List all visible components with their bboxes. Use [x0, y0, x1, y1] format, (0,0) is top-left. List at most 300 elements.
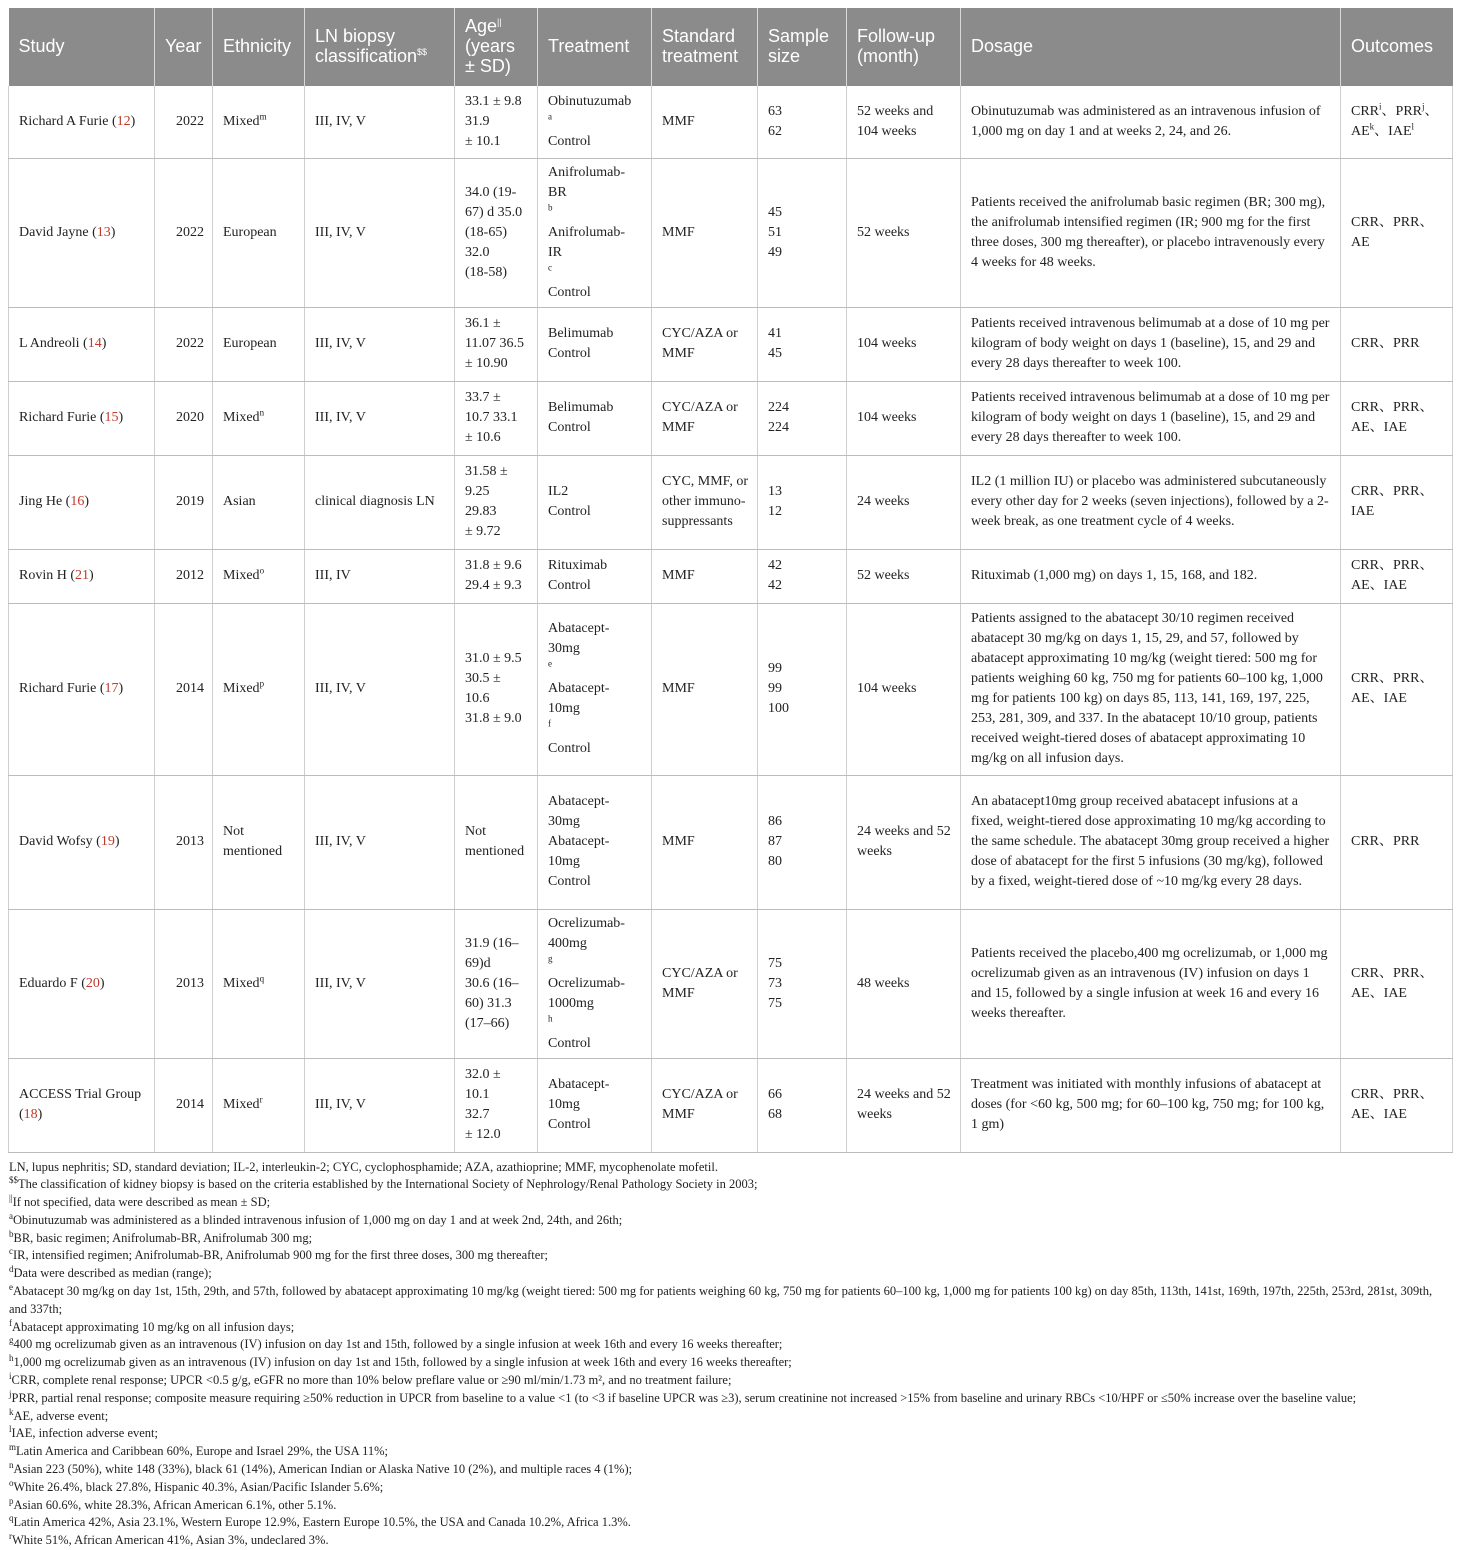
age-line: mentioned — [465, 842, 529, 862]
age-line: ± 10.90 — [465, 354, 529, 374]
cell-followup: 24 weeks and 52 weeks — [847, 775, 961, 909]
sample-line: 12 — [768, 502, 838, 522]
cell-year: 2013 — [155, 775, 213, 909]
outcome-text: AE、IAE — [1351, 578, 1407, 593]
treatment-text: IR — [548, 243, 643, 263]
table-row — [9, 307, 1453, 381]
footnote — [9, 1230, 1452, 1248]
treatment-line — [548, 934, 643, 974]
study-ref: 21 — [75, 568, 89, 583]
age-line: 32.7 — [465, 1105, 529, 1125]
cell-standard: MMF — [652, 86, 758, 158]
header-outcomes: Outcomes — [1341, 8, 1453, 86]
cell-ethnicity — [213, 909, 305, 1058]
outcome-text: PRR、IAE — [1351, 484, 1433, 519]
cell-study: David Jayne (13) — [9, 158, 155, 307]
header-age-label: Age — [465, 16, 497, 36]
outcome-text: AE、IAE — [1351, 420, 1407, 435]
cell-age — [455, 775, 538, 909]
sample-line: 86 — [768, 812, 838, 832]
footnote-marker: c — [9, 1246, 13, 1256]
study-ref: 19 — [101, 834, 115, 849]
age-line: 34.0 (19- — [465, 183, 529, 203]
cell-study: L Andreoli (14) — [9, 307, 155, 381]
cell-ethnicity — [213, 455, 305, 549]
study-ref: 17 — [105, 681, 119, 696]
footnote-marker: $$ — [9, 1175, 18, 1185]
treatment-text: Control — [548, 283, 643, 303]
study-name: Rovin H — [19, 568, 67, 583]
sample-line: 80 — [768, 852, 838, 872]
footnote-marker: n — [9, 1460, 14, 1470]
cell-year: 2019 — [155, 455, 213, 549]
footnote-text: LN, lupus nephritis; SD, standard deviation; IL-2, interleukin-2; CYC, cyclophosphamide; AZA, azathioprine; MMF, mycophenolate mofetil. — [9, 1160, 718, 1174]
footnote-marker: k — [9, 1407, 14, 1417]
ethnicity-text: Mixed — [223, 1097, 260, 1112]
cell-standard: CYC/AZA or MMF — [652, 909, 758, 1058]
treatment-line — [548, 1115, 643, 1135]
treatment-text: Ocrelizumab- — [548, 914, 643, 934]
footnote-text: Latin America 42%, Asia 23.1%, Western Europe 12.9%, Eastern Europe 10.5%, the USA and Canada 10.2%, Africa 1.3%. — [14, 1515, 631, 1529]
ethnicity-sup: q — [260, 973, 265, 983]
age-line: 33.1 ± 9.8 — [465, 92, 529, 112]
table-footnotes — [8, 1159, 1452, 1550]
sample-line: 13 — [768, 482, 838, 502]
treatment-sup: c — [548, 262, 552, 272]
cell-age — [455, 381, 538, 455]
footnote — [9, 1212, 1452, 1230]
cell-study: Richard A Furie (12) — [9, 86, 155, 158]
footnote-text: 1,000 mg ocrelizumab given as an intravenous (IV) infusion on day 1st and 15th, followed by a single infusion at week 16th and every 16 weeks thereafter; — [14, 1355, 792, 1369]
cell-biopsy: III, IV, V — [305, 909, 455, 1058]
treatment-text: 10mg — [548, 699, 643, 719]
footnote-marker: o — [9, 1478, 14, 1488]
treatment-line — [548, 679, 643, 699]
cell-treatment — [538, 1058, 652, 1152]
treatment-line — [548, 792, 643, 812]
cell-followup: 24 weeks and 52 weeks — [847, 1058, 961, 1152]
cell-year: 2012 — [155, 549, 213, 603]
treatment-line — [548, 872, 643, 892]
treatment-text: Belimumab — [548, 398, 643, 418]
footnote-text: Abatacept 30 mg/kg on day 1st, 15th, 29th, and 57th, followed by abatacept approximating 10 mg/kg (weight tiered: 500 mg for patients weighing 60 kg, 750 mg for patients 60–100 kg, 1,000 mg for patients 100 kg) on day 85th, 113th, 141st, 169th, 197th, 225th, 253rd, 281st, 309th, and 337th; — [9, 1284, 1432, 1316]
footnote-text: PRR, partial renal response; composite measure requiring ≥50% reduction in UPCR from baseline to a value <1 (to <3 if baseline UPCR was ≥3), serum creatinine not increased >15% from baseline and urinary RBCs <10/HPF or ≤50% increase over the baseline value; — [12, 1391, 1357, 1405]
outcome-text: 、AE — [1351, 104, 1439, 139]
header-dosage: Dosage — [961, 8, 1341, 86]
age-line: 69)d — [465, 954, 529, 974]
cell-standard: MMF — [652, 158, 758, 307]
header-treatment: Treatment — [538, 8, 652, 86]
cell-sample — [758, 603, 847, 775]
cell-ethnicity — [213, 158, 305, 307]
outcome-text: PRR、AE — [1351, 215, 1433, 250]
study-ref: 15 — [105, 410, 119, 425]
footnote-marker: r — [9, 1531, 12, 1541]
ethnicity-sup: r — [260, 1094, 263, 1104]
cell-biopsy: clinical diagnosis LN — [305, 455, 455, 549]
cell-treatment — [538, 86, 652, 158]
footnote-marker: h — [9, 1353, 14, 1363]
age-line: (18-58) — [465, 263, 529, 283]
cell-biopsy: III, IV, V — [305, 307, 455, 381]
cell-sample — [758, 909, 847, 1058]
ethnicity-text: Mixed — [223, 410, 260, 425]
age-line: 33.7 ± — [465, 388, 529, 408]
footnote-text: White 51%, African American 41%, Asian 3%, undeclared 3%. — [12, 1533, 329, 1547]
cell-outcomes — [1341, 909, 1453, 1058]
treatment-line — [548, 344, 643, 364]
treatment-text: Control — [548, 1115, 643, 1135]
age-line: (18-65) — [465, 223, 529, 243]
study-name: ACCESS Trial Group — [19, 1087, 141, 1102]
ethnicity-text: Not mentioned — [223, 824, 282, 859]
header-age-sub: (years ± SD) — [465, 36, 515, 76]
outcome-sup: j — [1422, 101, 1425, 111]
sample-line: 63 — [768, 102, 838, 122]
outcome-text: CRR、PRR — [1351, 834, 1419, 849]
study-name: Richard A Furie — [19, 114, 108, 129]
treatment-sup: e — [548, 658, 552, 668]
treatment-text: Control — [548, 502, 643, 522]
cell-age — [455, 1058, 538, 1152]
age-line: 32.0 — [465, 243, 529, 263]
treatment-line — [548, 132, 643, 152]
footnote-marker: a — [9, 1211, 13, 1221]
age-line: 11.07 36.5 — [465, 334, 529, 354]
treatment-sup: h — [548, 1013, 553, 1023]
cell-dosage: Treatment was initiated with monthly infusions of abatacept at doses (for <60 kg, 500 mg; for 60–100 kg, 750 mg; for 100 kg, 1 gm) — [961, 1058, 1341, 1152]
sample-line: 45 — [768, 344, 838, 364]
cell-standard: MMF — [652, 549, 758, 603]
age-line: 10.1 — [465, 1085, 529, 1105]
header-age-sup: || — [497, 17, 502, 27]
treatment-text: Abatacept- — [548, 792, 643, 812]
age-line: 9.25 — [465, 482, 529, 502]
sample-line: 42 — [768, 576, 838, 596]
footnote-text: AE, adverse event; — [14, 1409, 109, 1423]
cell-year: 2022 — [155, 86, 213, 158]
sample-line: 224 — [768, 418, 838, 438]
header-ethnicity: Ethnicity — [213, 8, 305, 86]
cell-study: Eduardo F (20) — [9, 909, 155, 1058]
footnote — [9, 1390, 1452, 1408]
age-line: 10.6 — [465, 689, 529, 709]
age-line: ± 10.6 — [465, 428, 529, 448]
cell-sample — [758, 1058, 847, 1152]
cell-study: Rovin H (21) — [9, 549, 155, 603]
cell-age — [455, 86, 538, 158]
cell-outcomes — [1341, 603, 1453, 775]
outcome-text: CRR、PRR — [1351, 336, 1419, 351]
table-row — [9, 1058, 1453, 1152]
treatment-line — [548, 739, 643, 759]
cell-dosage: Obinutuzumab was administered as an intravenous infusion of 1,000 mg on day 1 and at weeks 2, 24, and 26. — [961, 86, 1341, 158]
treatment-text: Control — [548, 344, 643, 364]
treatment-text: Belimumab — [548, 324, 643, 344]
cell-sample — [758, 158, 847, 307]
treatment-text: 30mg — [548, 812, 643, 832]
cell-age — [455, 158, 538, 307]
treatment-text: Abatacept- — [548, 679, 643, 699]
treatment-text: Abatacept- — [548, 832, 643, 852]
study-name: Eduardo F — [19, 976, 78, 991]
treatment-line — [548, 163, 643, 183]
footnote-text: Data were described as median (range); — [14, 1266, 212, 1280]
footnote-marker: l — [9, 1424, 12, 1434]
cell-ethnicity — [213, 307, 305, 381]
cell-age — [455, 603, 538, 775]
age-line: 36.1 ± — [465, 314, 529, 334]
cell-study: ACCESS Trial Group (18) — [9, 1058, 155, 1152]
footnote-text: CRR, complete renal response; UPCR <0.5 g/g, eGFR no more than 10% below preflare value or ≥90 ml/min/1.73 m², and no treatment failure; — [12, 1373, 732, 1387]
footnote-text: White 26.4%, black 27.8%, Hispanic 40.3%, Asian/Pacific Islander 5.6%; — [14, 1480, 384, 1494]
footnote — [9, 1514, 1452, 1532]
footnote — [9, 1479, 1452, 1497]
table-row — [9, 775, 1453, 909]
treatment-line — [548, 223, 643, 243]
cell-outcomes — [1341, 775, 1453, 909]
outcome-sup: i — [1379, 101, 1382, 111]
cell-standard: MMF — [652, 603, 758, 775]
study-name: Richard Furie — [19, 681, 96, 696]
cell-standard: CYC/AZA or MMF — [652, 307, 758, 381]
cell-biopsy: III, IV — [305, 549, 455, 603]
treatment-line — [548, 183, 643, 223]
study-ref: 14 — [88, 336, 102, 351]
cell-sample — [758, 86, 847, 158]
cell-biopsy: III, IV, V — [305, 775, 455, 909]
study-ref: 18 — [24, 1107, 38, 1122]
cell-sample — [758, 775, 847, 909]
cell-study: Richard Furie (17) — [9, 603, 155, 775]
footnote-text: IR, intensified regimen; Anifrolumab-BR, Anifrolumab 900 mg for the first three doses, 300 mg thereafter; — [13, 1248, 548, 1262]
footnote-marker: e — [9, 1282, 13, 1292]
ethnicity-sup: n — [260, 407, 265, 417]
cell-age — [455, 549, 538, 603]
studies-table — [8, 8, 1453, 1153]
age-line: 10.7 33.1 — [465, 408, 529, 428]
treatment-sup: b — [548, 202, 553, 212]
footnote-text: The classification of kidney biopsy is based on the criteria established by the International Society of Nephrology/Renal Pathology Society in 2003; — [18, 1177, 757, 1191]
outcome-text: CRR、PRR、 — [1351, 1087, 1433, 1102]
study-name: David Jayne — [19, 225, 89, 240]
age-line: 32.0 ± — [465, 1065, 529, 1085]
outcome-text: AE、IAE — [1351, 1107, 1407, 1122]
treatment-sup: f — [548, 718, 551, 728]
header-standard: Standard treatment — [652, 8, 758, 86]
study-ref: 20 — [86, 976, 100, 991]
treatment-text: Anifrolumab- — [548, 163, 643, 183]
cell-treatment — [538, 909, 652, 1058]
treatment-text: 30mg — [548, 639, 643, 659]
ethnicity-text: Mixed — [223, 681, 260, 696]
cell-year: 2020 — [155, 381, 213, 455]
footnote-text: Latin America and Caribbean 60%, Europe and Israel 29%, the USA 11%; — [16, 1444, 388, 1458]
sample-line: 41 — [768, 324, 838, 344]
footnote — [9, 1176, 1452, 1194]
treatment-text: Control — [548, 1034, 643, 1054]
cell-treatment — [538, 158, 652, 307]
treatment-line — [548, 699, 643, 739]
cell-standard: MMF — [652, 775, 758, 909]
cell-sample — [758, 549, 847, 603]
cell-followup: 104 weeks — [847, 307, 961, 381]
footnote-text: 400 mg ocrelizumab given as an intravenous (IV) infusion on day 1st and 15th, followed by a single infusion at week 16th and every 16 weeks thereafter; — [14, 1337, 783, 1351]
sample-line: 99 — [768, 659, 838, 679]
cell-ethnicity — [213, 1058, 305, 1152]
sample-line: 99 — [768, 679, 838, 699]
cell-treatment — [538, 381, 652, 455]
sample-line: 68 — [768, 1105, 838, 1125]
treatment-line — [548, 1034, 643, 1054]
age-line: 31.9 — [465, 112, 529, 132]
header-followup: Follow-up (month) — [847, 8, 961, 86]
treatment-line — [548, 914, 643, 934]
table-row — [9, 455, 1453, 549]
treatment-line — [548, 283, 643, 303]
age-line: ± 12.0 — [465, 1125, 529, 1145]
treatment-line — [548, 482, 643, 502]
sample-line: 75 — [768, 994, 838, 1014]
cell-biopsy: III, IV, V — [305, 381, 455, 455]
treatment-line — [548, 974, 643, 994]
treatment-line — [548, 92, 643, 132]
cell-sample — [758, 307, 847, 381]
sample-line: 45 — [768, 203, 838, 223]
treatment-text: Control — [548, 132, 643, 152]
footnote — [9, 1372, 1452, 1390]
footnote-text: Obinutuzumab was administered as a blinded intravenous infusion of 1,000 mg on day 1 and at week 2nd, 24th, and 26th; — [13, 1213, 622, 1227]
age-line: 31.8 ± 9.6 — [465, 556, 529, 576]
cell-followup: 24 weeks — [847, 455, 961, 549]
cell-followup: 48 weeks — [847, 909, 961, 1058]
age-line: 30.5 ± — [465, 669, 529, 689]
header-biopsy — [305, 8, 455, 86]
cell-study: David Wofsy (19) — [9, 775, 155, 909]
outcome-text: CRR、PRR、 — [1351, 400, 1433, 415]
footnote-marker: d — [9, 1264, 14, 1274]
study-name: Jing He — [19, 494, 62, 509]
header-biopsy-label: LN biopsy classification — [315, 26, 417, 66]
cell-standard: CYC/AZA or MMF — [652, 1058, 758, 1152]
ethnicity-text: European — [223, 336, 277, 351]
footnote-marker: f — [9, 1318, 12, 1328]
cell-biopsy: III, IV, V — [305, 158, 455, 307]
outcome-text: 、PRR — [1382, 104, 1422, 119]
treatment-line — [548, 1075, 643, 1095]
treatment-line — [548, 639, 643, 679]
footnote-marker: q — [9, 1513, 14, 1523]
cell-study: Richard Furie (15) — [9, 381, 155, 455]
outcome-text: CRR、PRR、 — [1351, 671, 1433, 686]
footnote — [9, 1283, 1452, 1319]
treatment-sup: a — [548, 111, 552, 121]
treatment-line — [548, 812, 643, 832]
cell-ethnicity — [213, 603, 305, 775]
study-name: David Wofsy — [19, 834, 93, 849]
cell-age — [455, 909, 538, 1058]
sample-line: 75 — [768, 954, 838, 974]
treatment-line — [548, 1095, 643, 1115]
treatment-line — [548, 994, 643, 1034]
footnote-marker: p — [9, 1495, 14, 1505]
treatment-text: Anifrolumab- — [548, 223, 643, 243]
table-header-row — [9, 8, 1453, 86]
age-line: 60) 31.3 — [465, 994, 529, 1014]
cell-ethnicity — [213, 775, 305, 909]
cell-followup: 104 weeks — [847, 603, 961, 775]
cell-year: 2022 — [155, 158, 213, 307]
footnote-marker: g — [9, 1335, 14, 1345]
table-row — [9, 549, 1453, 603]
footnote-text: Asian 223 (50%), white 148 (33%), black 61 (14%), American Indian or Alaska Native 10 (2%), and multiple races 4 (1%); — [14, 1462, 633, 1476]
header-sample: Sample size — [758, 8, 847, 86]
study-name: Richard Furie — [19, 410, 96, 425]
cell-dosage: Patients received the placebo,400 mg ocrelizumab, or 1,000 mg ocrelizumab given as an intravenous (IV) infusion on days 1 and 15, followed by a single infusion at week 16 and every 16 weeks thereafter. — [961, 909, 1341, 1058]
outcome-text: CRR — [1351, 104, 1379, 119]
footnote — [9, 1319, 1452, 1337]
treatment-text: BR — [548, 183, 643, 203]
treatment-text: 10mg — [548, 852, 643, 872]
table-row — [9, 86, 1453, 158]
cell-treatment — [538, 307, 652, 381]
outcome-text: CRR、 — [1351, 215, 1393, 230]
treatment-text: 1000mg — [548, 994, 643, 1014]
footnote-text: Asian 60.6%, white 28.3%, African American 6.1%, other 5.1%. — [14, 1498, 337, 1512]
treatment-line — [548, 556, 643, 576]
footnote-marker: i — [9, 1371, 12, 1381]
footnote-text: IAE, infection adverse event; — [12, 1426, 158, 1440]
treatment-line — [548, 418, 643, 438]
treatment-text: Control — [548, 418, 643, 438]
study-ref: 12 — [117, 114, 131, 129]
footnote — [9, 1159, 1452, 1177]
footnote-text: Abatacept approximating 10 mg/kg on all infusion days; — [12, 1320, 294, 1334]
age-line: 29.4 ± 9.3 — [465, 576, 529, 596]
footnote — [9, 1336, 1452, 1354]
age-line: ± 9.72 — [465, 522, 529, 542]
treatment-text: Rituximab — [548, 556, 643, 576]
table-body — [9, 86, 1453, 1152]
age-line: 30.6 (16– — [465, 974, 529, 994]
sample-line: 87 — [768, 832, 838, 852]
footnote-marker: || — [9, 1193, 13, 1203]
outcome-text: 、IAE — [1374, 124, 1411, 139]
footnote — [9, 1247, 1452, 1265]
table-row — [9, 909, 1453, 1058]
cell-dosage: Rituximab (1,000 mg) on days 1, 15, 168, and 182. — [961, 549, 1341, 603]
treatment-text: Abatacept- — [548, 619, 643, 639]
cell-ethnicity — [213, 381, 305, 455]
treatment-line — [548, 398, 643, 418]
treatment-text: Obinutuzumab — [548, 92, 643, 112]
cell-dosage: IL2 (1 million IU) or placebo was administered subcutaneously every other day for 2 weeks (seven injections), followed by a 2-week break, as one treatment cycle of 4 weeks. — [961, 455, 1341, 549]
cell-dosage: Patients assigned to the abatacept 30/10 regimen received abatacept 30 mg/kg on days 1, 15, 29, and 57, followed by abatacept approximating 10 mg/kg (weight tiered: 500 mg for patients weighing 60 kg, 750 mg for patients 60–100 kg, 1,000 mg for patients 100 kg) on days 85, 113, 141, 169, 197, 225, 253, 281, 309, and 337. In the abatacept 10/10 group, patients received weight-tiered doses of abatacept approximating 10 mg/kg on all infusion days. — [961, 603, 1341, 775]
outcome-text: CRR、 — [1351, 484, 1393, 499]
footnote — [9, 1532, 1452, 1550]
cell-year: 2013 — [155, 909, 213, 1058]
footnote — [9, 1497, 1452, 1515]
cell-treatment — [538, 455, 652, 549]
age-line: 31.58 ± — [465, 462, 529, 482]
cell-outcomes — [1341, 86, 1453, 158]
sample-line: 66 — [768, 1085, 838, 1105]
ethnicity-text: Mixed — [223, 114, 260, 129]
sample-line: 49 — [768, 243, 838, 263]
footnote — [9, 1265, 1452, 1283]
cell-biopsy: III, IV, V — [305, 603, 455, 775]
study-name: L Andreoli — [19, 336, 80, 351]
